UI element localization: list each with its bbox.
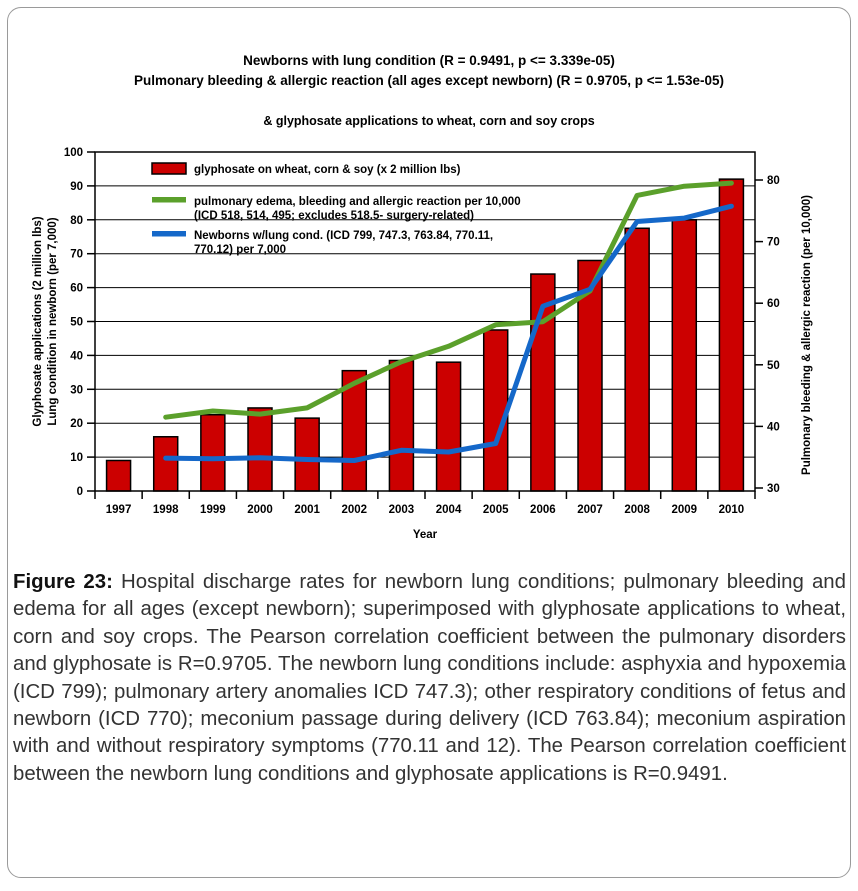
svg-text:2008: 2008	[624, 504, 650, 516]
svg-text:10: 10	[70, 452, 83, 465]
svg-text:2009: 2009	[671, 504, 698, 516]
svg-text:50: 50	[767, 359, 780, 372]
svg-text:770.12) per 7,000: 770.12) per 7,000	[194, 244, 287, 256]
svg-text:Year: Year	[412, 529, 438, 541]
svg-text:1997: 1997	[105, 504, 132, 516]
svg-text:2005: 2005	[482, 504, 509, 516]
svg-text:70: 70	[70, 248, 83, 261]
combo-chart	[0, 130, 858, 562]
legend	[152, 163, 521, 256]
svg-text:pulmonary edema, bleeding and: pulmonary edema, bleeding and allergic reaction per 10,000	[194, 196, 521, 208]
bar-2003	[389, 360, 413, 491]
chart-title-block	[0, 51, 858, 128]
figure-caption-label: Figure 23:	[13, 571, 113, 593]
bar-2010	[719, 179, 743, 491]
svg-text:Newborns w/lung cond. (ICD 799: Newborns w/lung cond. (ICD 799, 747.3, 763.84, 770.11,	[194, 230, 494, 242]
svg-text:90: 90	[70, 180, 83, 193]
bar-1998	[154, 437, 178, 491]
bar-1999	[201, 415, 225, 491]
chart-title-line1: Newborns with lung condition (R = 0.9491, p <= 3.339e-05)	[243, 53, 615, 68]
chart-subtitle: & glyphosate applications to wheat, corn and soy crops	[263, 114, 595, 128]
svg-text:80: 80	[767, 175, 780, 187]
svg-text:2006: 2006	[530, 504, 556, 516]
bar-2009	[672, 220, 696, 491]
svg-text:20: 20	[70, 418, 83, 431]
svg-text:Glyphosate applications (2 mil: Glyphosate applications (2 million lbs)	[32, 216, 44, 427]
svg-text:2003: 2003	[388, 504, 415, 516]
legend-swatch-bar	[152, 163, 186, 174]
svg-text:70: 70	[767, 236, 780, 249]
svg-text:2004: 2004	[435, 504, 462, 516]
bar-2004	[437, 362, 461, 491]
svg-text:2010: 2010	[718, 504, 745, 516]
chart-title-line2: Pulmonary bleeding & allergic reaction (all ages except newborn) (R = 0.9705, p <= 1.53e-05)	[133, 72, 725, 88]
legend-swatch-line	[152, 197, 186, 203]
bars-glyphosate	[107, 179, 744, 491]
svg-text:glyphosate on wheat, corn & so: glyphosate on wheat, corn & soy (x 2 million lbs)	[194, 164, 461, 176]
svg-text:0: 0	[76, 486, 83, 498]
right-axis	[755, 175, 813, 495]
svg-text:2000: 2000	[247, 504, 273, 516]
svg-text:100: 100	[63, 147, 83, 159]
svg-text:1998: 1998	[152, 504, 179, 516]
svg-text:1999: 1999	[200, 504, 226, 516]
chart-area	[0, 130, 858, 562]
svg-text:(ICD 518, 514, 495; excludes 5: (ICD 518, 514, 495; excludes 518.5- surgery-related)	[194, 210, 474, 222]
svg-text:60: 60	[767, 298, 780, 311]
x-axis	[95, 491, 755, 541]
bar-2005	[484, 330, 508, 491]
bar-2000	[248, 408, 272, 491]
svg-text:30: 30	[767, 483, 780, 495]
figure-caption-text: Hospital discharge rates for newborn lung conditions; pulmonary bleeding and edema for all ages (except newborn); superimposed with glyphosate applications to wheat, corn and soy crops. The Pearson correlation coefficient between the pulmonary disorders and glyphosate is R=0.9705. The newborn lung conditions include: asphyxia and hypoxemia (ICD 799); pulmonary artery anomalies ICD 747.3); other respiratory conditions of fetus and newborn (ICD 770); meconium passage during delivery (ICD 763.84); meconium aspiration with and without respiratory symptoms (770.11 and 12). The Pearson correlation coefficient between the newborn lung conditions and glyphosate applications is R=0.9491.	[13, 571, 846, 785]
svg-text:40: 40	[70, 350, 83, 363]
svg-text:50: 50	[70, 316, 83, 329]
svg-text:60: 60	[70, 282, 83, 295]
svg-text:Lung condition in newborn (per: Lung condition in newborn (per 7,000)	[47, 217, 59, 426]
svg-text:2001: 2001	[294, 504, 320, 516]
left-axis	[32, 147, 95, 498]
svg-text:40: 40	[767, 421, 780, 434]
gridlines	[95, 186, 755, 457]
svg-text:2002: 2002	[341, 504, 368, 516]
svg-text:2007: 2007	[577, 504, 603, 516]
bar-2008	[625, 228, 649, 491]
figure-caption	[13, 569, 846, 788]
bar-2001	[295, 418, 319, 491]
svg-text:Pulmonary bleeding & allergic: Pulmonary bleeding & allergic reaction (per 10,000)	[801, 195, 813, 475]
svg-text:80: 80	[70, 214, 83, 227]
legend-swatch-line	[152, 231, 186, 237]
svg-text:30: 30	[70, 384, 83, 397]
bar-1997	[107, 460, 131, 491]
